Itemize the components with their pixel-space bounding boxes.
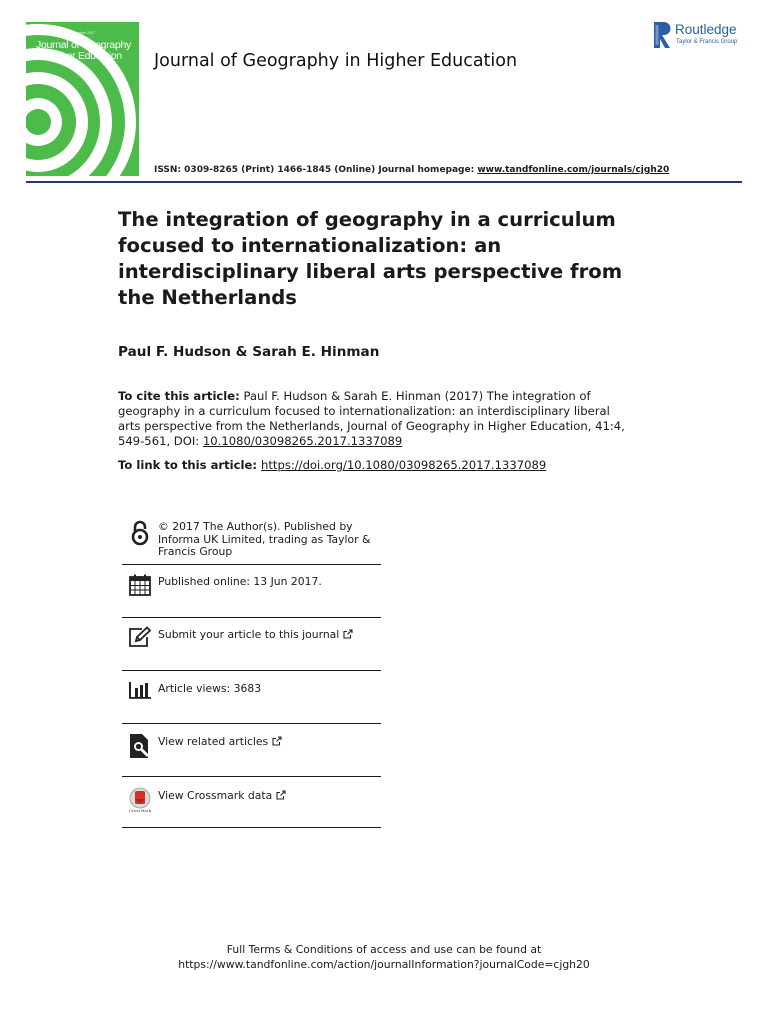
published-text: Published online: 13 Jun 2017.	[158, 575, 322, 588]
article-title: The integration of geography in a curriculum focused to internationalization: an interdisciplinary liberal arts perspective from the Netherlands	[118, 208, 623, 309]
cover-issue-text: Volume 41 Number 4 November 2017	[36, 31, 95, 35]
view-crossmark-link[interactable]: View Crossmark data	[158, 789, 273, 802]
submit-row[interactable]	[122, 618, 381, 671]
cite-text: Paul F. Hudson & Sarah E. Hinman (2017) The integration of geography in a curriculum focused to internationalization: an interdisciplinary liberal arts perspective from the Netherlands, Journal of Geography in Higher Education, 41:4, 549-561, DOI:	[118, 389, 625, 448]
view-related-articles-link[interactable]: View related articles	[158, 735, 269, 748]
terms-url[interactable]: https://www.tandfonline.com/action/journalInformation?journalCode=cjgh20	[178, 958, 590, 971]
external-link-icon	[343, 629, 353, 639]
citation-block	[118, 389, 633, 449]
article-info-list	[122, 518, 381, 828]
routledge-r-icon	[654, 22, 671, 48]
crossmark-icon	[129, 787, 151, 809]
link-label: To link to this article:	[118, 458, 262, 472]
crossmark-icon-label: CrossMark	[128, 808, 152, 813]
cite-label: To cite this article:	[118, 389, 240, 403]
submit-article-link[interactable]: Submit your article to this journal	[158, 628, 340, 641]
article-doi-link[interactable]: https://doi.org/10.1080/03098265.2017.1337089	[261, 458, 547, 472]
edit-icon	[128, 626, 152, 648]
article-authors: Paul F. Hudson & Sarah E. Hinman	[118, 344, 380, 360]
issn-line	[154, 165, 669, 175]
cite-doi-link[interactable]: 10.1080/03098265.2017.1337089	[202, 434, 403, 448]
publisher-name: Routledge	[675, 22, 737, 37]
related-articles-search-icon	[129, 733, 151, 759]
bar-chart-icon	[127, 680, 153, 700]
article-link-line	[118, 458, 546, 472]
terms-line: Full Terms & Conditions of access and use can be found at	[226, 943, 542, 956]
external-link-icon	[276, 790, 286, 800]
crossmark-row[interactable]	[122, 776, 381, 828]
external-link-icon	[272, 736, 282, 746]
terms-footer	[0, 942, 768, 972]
license-row	[122, 518, 381, 565]
journal-name: Journal of Geography in Higher Education	[154, 51, 518, 71]
journal-cover-image	[26, 22, 139, 176]
publisher-group: Taylor & Francis Group	[676, 39, 738, 45]
header-divider	[26, 181, 742, 183]
open-access-icon	[131, 520, 149, 546]
calendar-icon	[128, 573, 152, 597]
published-row	[122, 565, 381, 618]
license-text: © 2017 The Author(s). Published by Informa UK Limited, trading as Taylor & Francis Group	[158, 520, 371, 558]
article-views-text: Article views: 3683	[158, 682, 262, 695]
journal-homepage-link[interactable]: www.tandfonline.com/journals/cjgh20	[477, 165, 670, 175]
cover-title: Journal of Geography in Higher Education	[36, 39, 131, 62]
related-row[interactable]	[122, 724, 381, 777]
views-row	[122, 671, 381, 724]
issn-text: ISSN: 0309-8265 (Print) 1466-1845 (Online) Journal homepage:	[154, 165, 478, 175]
